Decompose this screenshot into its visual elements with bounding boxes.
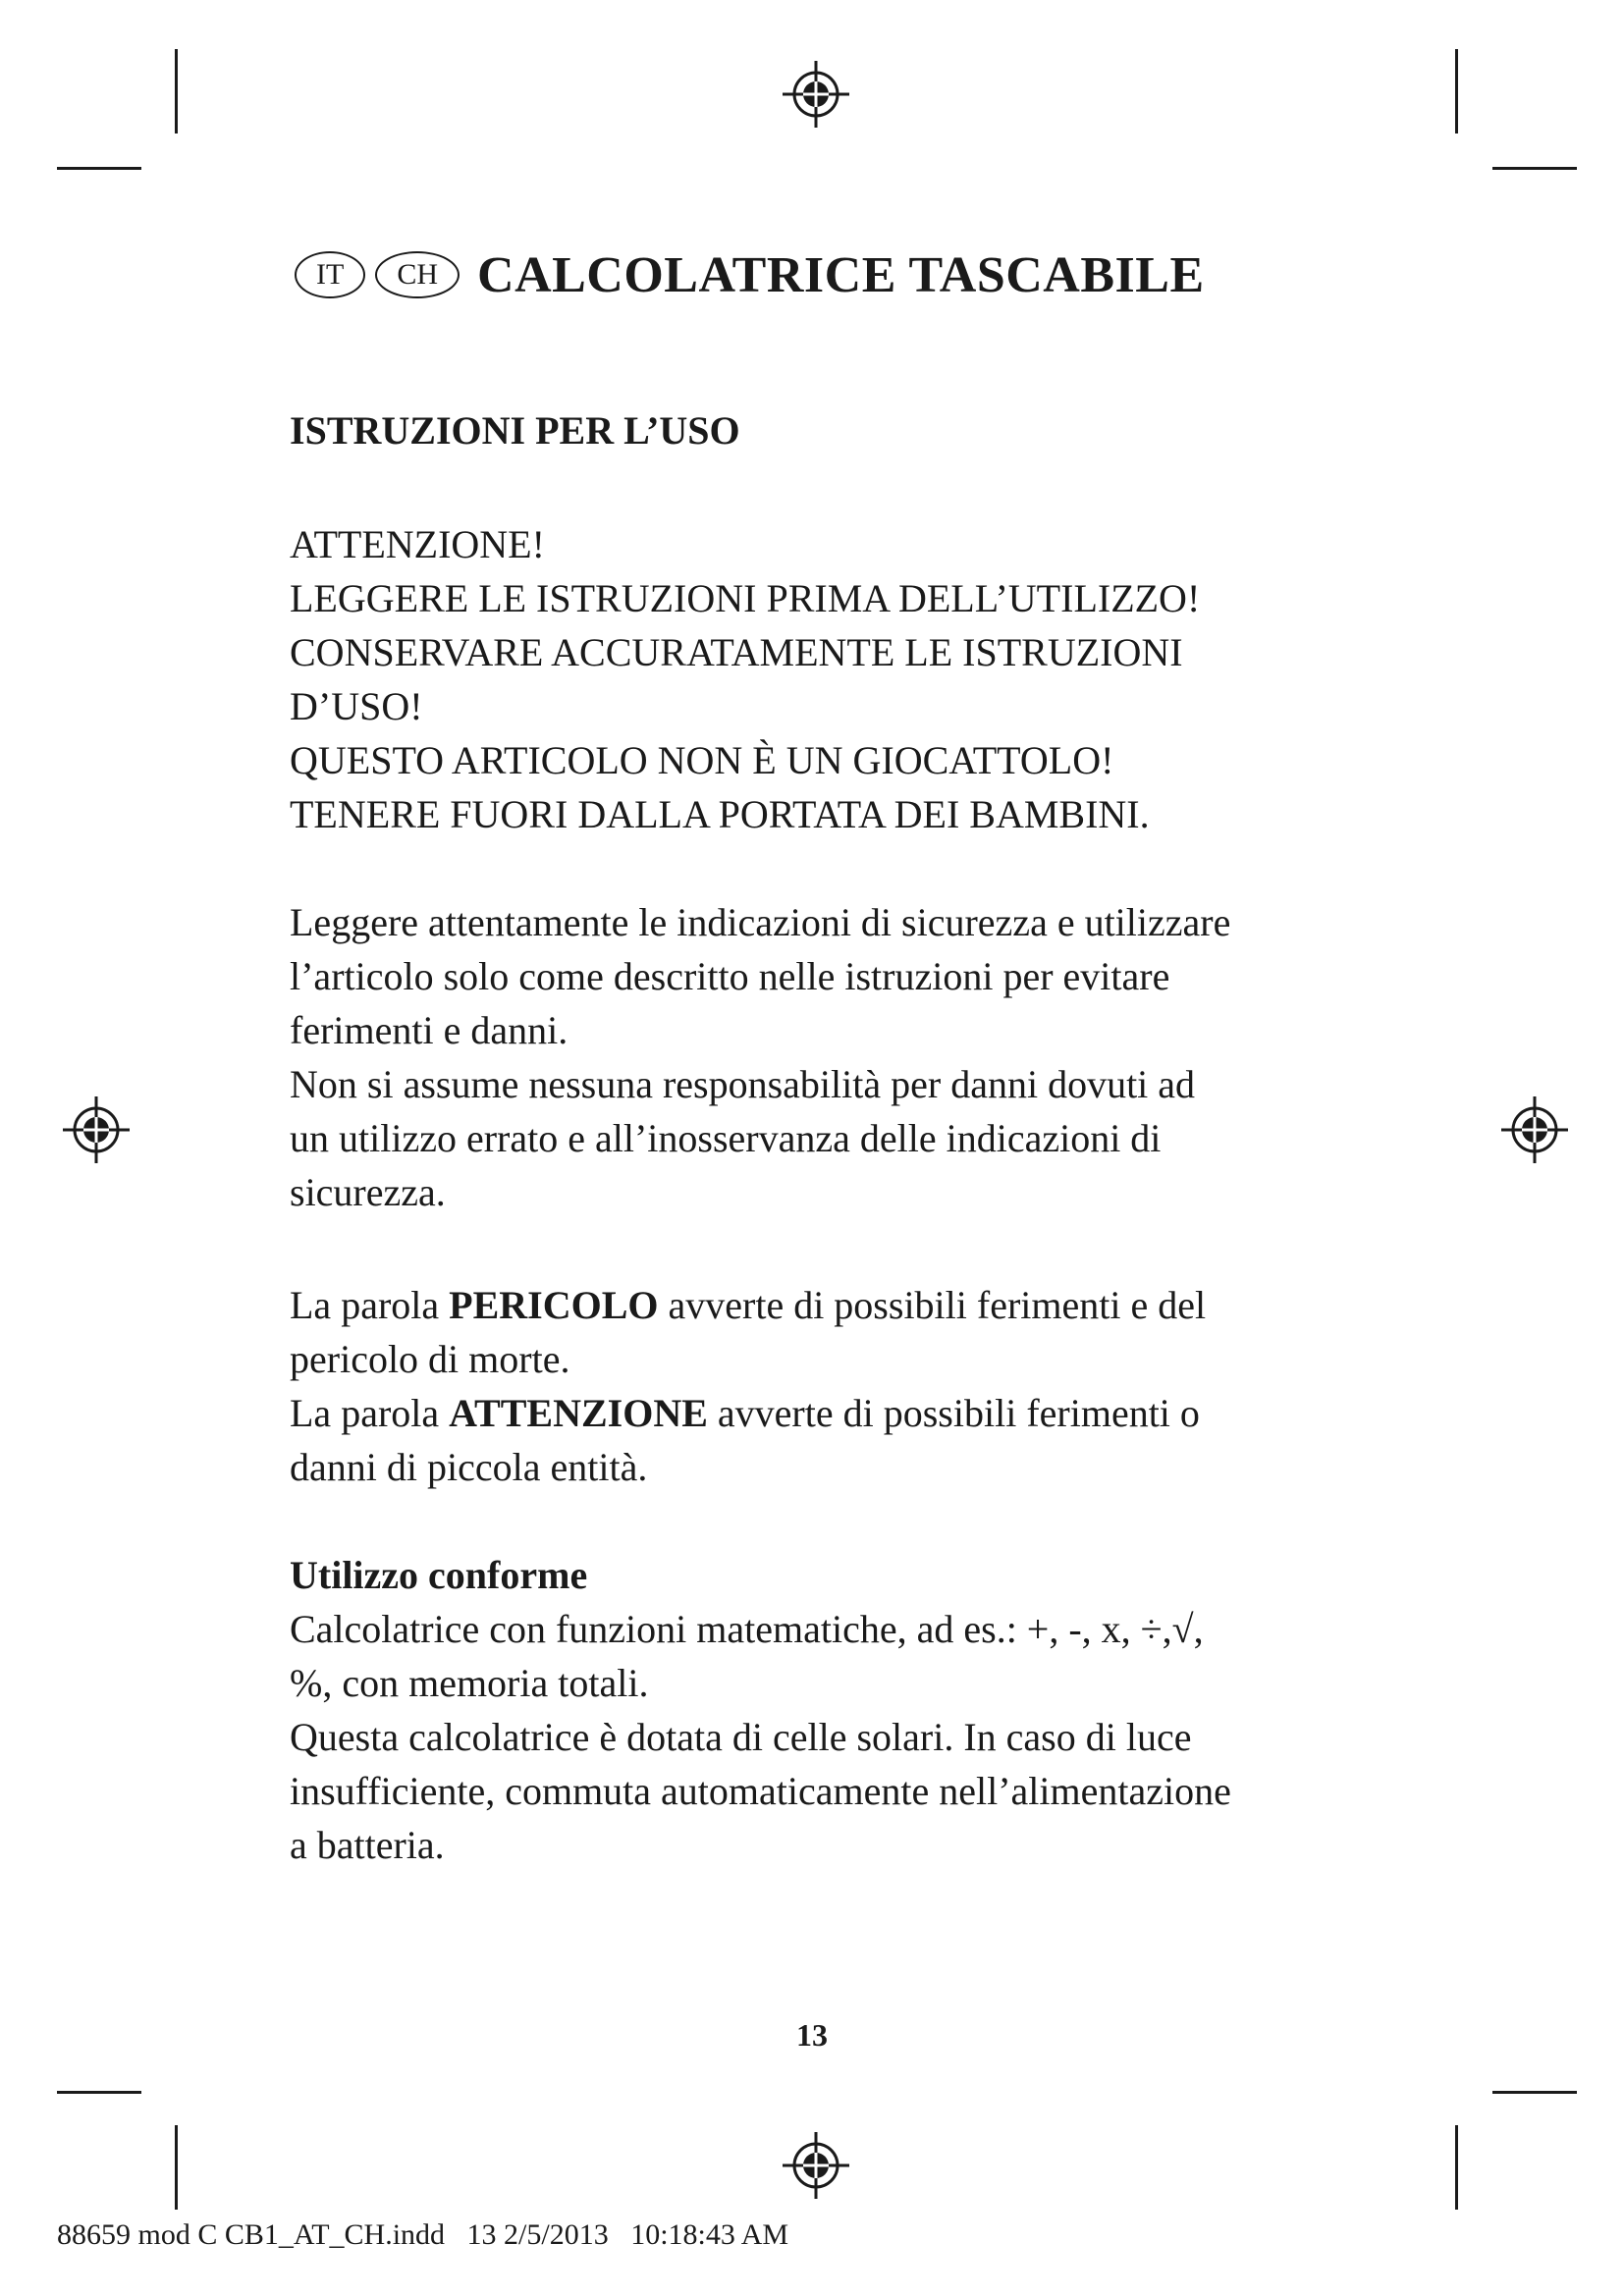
warning-line: D’USO! xyxy=(290,684,423,728)
pericolo-line xyxy=(290,1278,1399,1332)
crop-mark-bottom-left-vertical xyxy=(175,2125,178,2210)
warning-line: TENERE FUORI DALLA PORTATA DEI BAMBINI. xyxy=(290,792,1150,836)
crop-mark-top-right-vertical xyxy=(1455,49,1458,133)
warning-block xyxy=(290,517,1399,841)
signal-words-paragraph xyxy=(290,1278,1399,1494)
attenzione-suffix: avverte di possibili ferimenti o xyxy=(707,1391,1200,1435)
title-row xyxy=(295,240,1205,309)
crop-mark-top-left-horizontal xyxy=(57,167,141,170)
warning-line: QUESTO ARTICOLO NON È UN GIOCATTOLO! xyxy=(290,738,1114,782)
pericolo-word: PERICOLO xyxy=(449,1283,659,1327)
intended-use-line: Calcolatrice con funzioni matematiche, ad es.: +, -, x, ÷,√, xyxy=(290,1607,1204,1651)
safety-line: Leggere attentamente le indicazioni di sicurezza e utilizzare xyxy=(290,900,1231,944)
registration-mark-left-icon xyxy=(61,1095,132,1165)
safety-line: Non si assume nessuna responsabilità per danni dovuti ad xyxy=(290,1062,1196,1106)
language-badge-ch: CH xyxy=(375,251,460,298)
intended-use-line: Questa calcolatrice è dotata di celle solari. In caso di luce xyxy=(290,1715,1192,1759)
registration-mark-bottom-icon xyxy=(781,2130,851,2201)
language-badge-it: IT xyxy=(295,251,365,298)
registration-mark-top-icon xyxy=(781,59,851,130)
intended-use-line: %, con memoria totali. xyxy=(290,1661,649,1705)
safety-line: l’articolo solo come descritto nelle istruzioni per evitare xyxy=(290,954,1170,998)
print-slug: 88659 mod C CB1_AT_CH.indd 13 2/5/2013 10:18:43 AM xyxy=(57,2218,789,2251)
intended-use-line: a batteria. xyxy=(290,1823,445,1867)
warning-line: LEGGERE LE ISTRUZIONI PRIMA DELL’UTILIZZO! xyxy=(290,576,1201,620)
registration-mark-right-icon xyxy=(1499,1095,1570,1165)
safety-line: un utilizzo errato e all’inosservanza delle indicazioni di xyxy=(290,1116,1162,1160)
warning-line: CONSERVARE ACCURATAMENTE LE ISTRUZIONI xyxy=(290,630,1183,674)
crop-mark-top-right-horizontal xyxy=(1492,167,1577,170)
page-title: CALCOLATRICE TASCABILE xyxy=(477,246,1205,303)
attenzione-continuation: danni di piccola entità. xyxy=(290,1445,648,1489)
attenzione-word: ATTENZIONE xyxy=(449,1391,708,1435)
attenzione-prefix: La parola xyxy=(290,1391,450,1435)
intended-use-heading: Utilizzo conforme xyxy=(290,1553,588,1597)
safety-paragraph xyxy=(290,895,1399,1219)
intended-use-section xyxy=(290,1548,1399,1872)
crop-mark-bottom-left-horizontal xyxy=(57,2091,141,2094)
intended-use-line: insufficiente, commuta automaticamente nell’alimentazione xyxy=(290,1769,1231,1813)
warning-line: ATTENZIONE! xyxy=(290,522,545,566)
crop-mark-top-left-vertical xyxy=(175,49,178,133)
pericolo-continuation: pericolo di morte. xyxy=(290,1337,570,1381)
crop-mark-bottom-right-horizontal xyxy=(1492,2091,1577,2094)
page-number: 13 xyxy=(796,2017,828,2053)
pericolo-suffix: avverte di possibili ferimenti e del xyxy=(658,1283,1207,1327)
crop-mark-bottom-right-vertical xyxy=(1455,2125,1458,2210)
safety-line: ferimenti e danni. xyxy=(290,1008,568,1052)
safety-line: sicurezza. xyxy=(290,1170,446,1214)
attenzione-line xyxy=(290,1386,1399,1440)
pericolo-prefix: La parola xyxy=(290,1283,450,1327)
section-heading: ISTRUZIONI PER L’USO xyxy=(290,408,740,453)
